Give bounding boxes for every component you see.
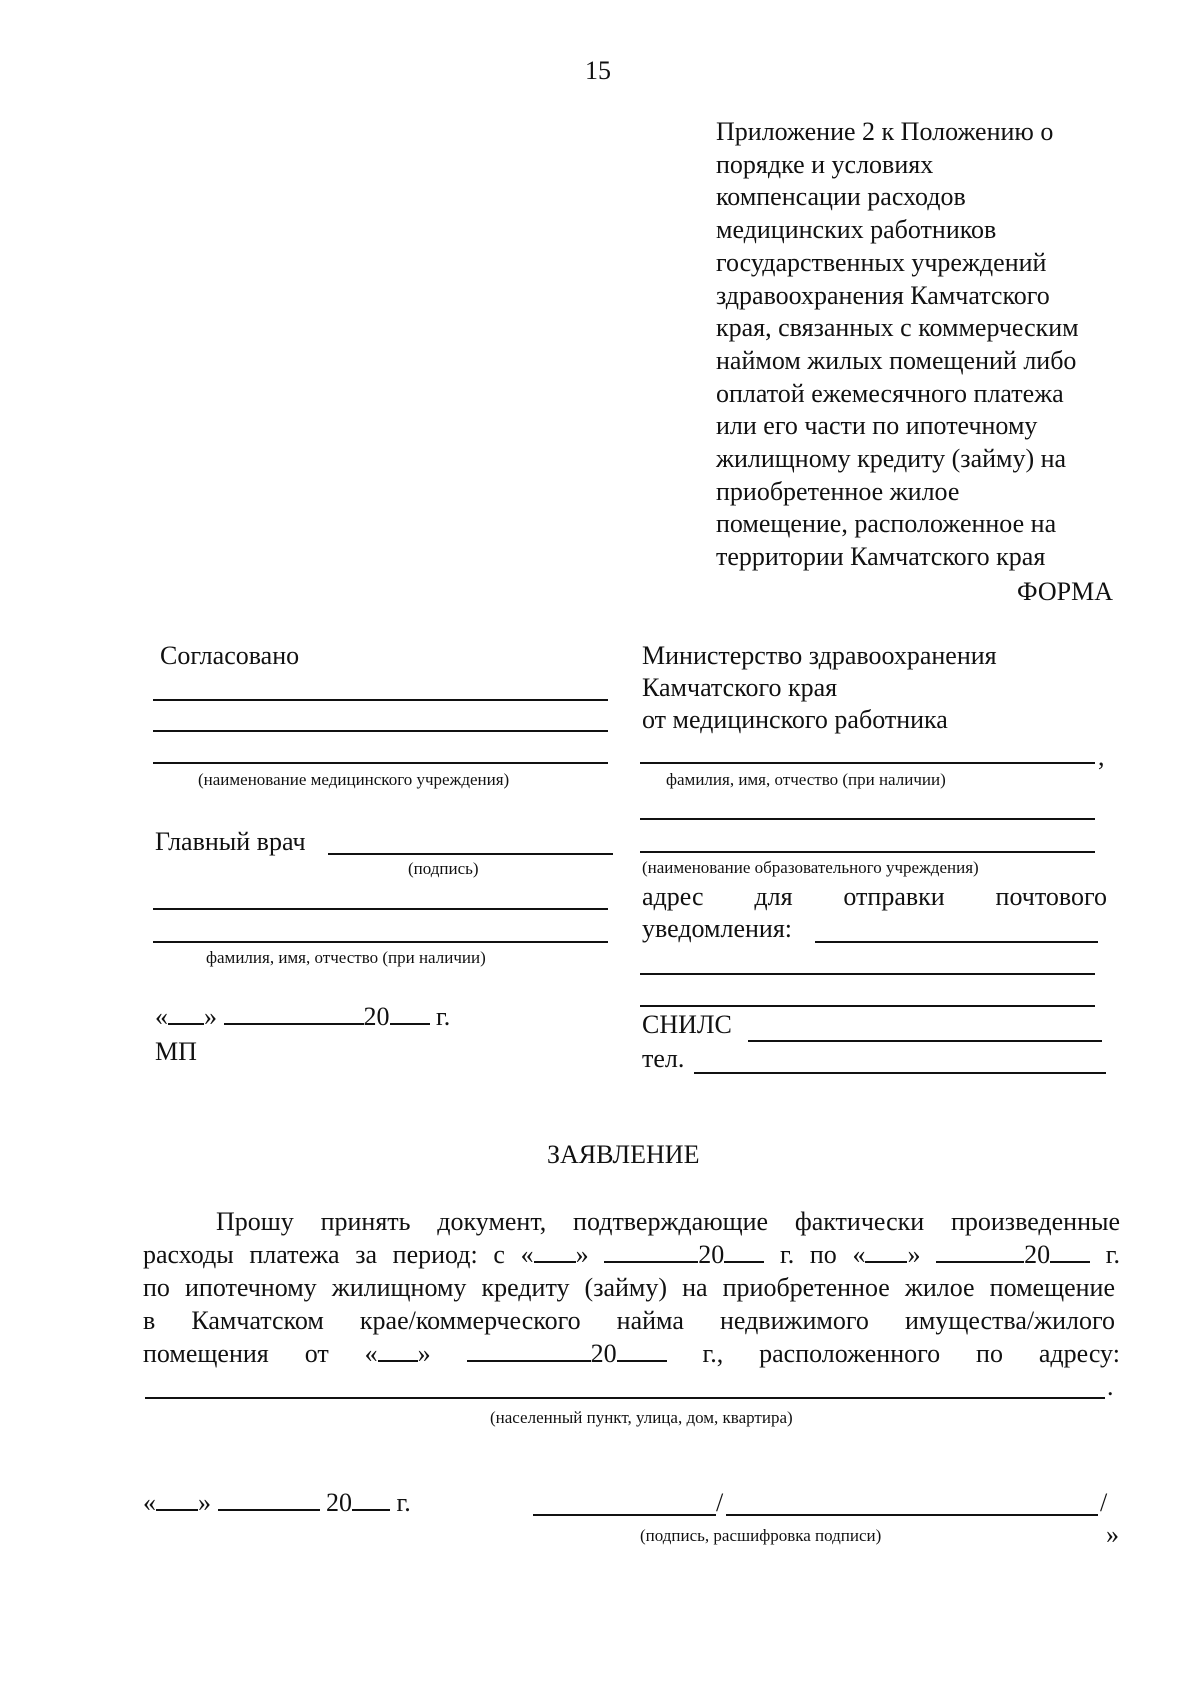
footer-signature-field[interactable] — [533, 1514, 716, 1516]
statement-line-2: расходы платежа за период: с « » 20 г. по « » 20 г. — [143, 1240, 1121, 1269]
footer-signature-caption: (подпись, расшифровка подписи) — [640, 1526, 882, 1545]
statement-line-3: по ипотечному жилищному кредиту (займу) на приобретенное жилое помещение — [143, 1273, 1115, 1302]
ministry-line-2: Камчатского края — [642, 673, 838, 702]
day-field[interactable] — [168, 1003, 204, 1025]
appendix-line: края, связанных с коммерческим — [716, 313, 1079, 343]
footer-year-field[interactable] — [352, 1489, 390, 1511]
phone-label: тел. — [642, 1044, 685, 1073]
institution-field-1[interactable] — [153, 699, 608, 701]
appendix-header — [716, 116, 1136, 574]
date-open-quote: « — [155, 1002, 168, 1031]
appendix-line: государственных учреждений — [716, 247, 1047, 277]
appendix-line: Приложение 2 к Положению о — [716, 117, 1054, 146]
address-word: адрес — [642, 882, 704, 911]
address-line — [642, 882, 1107, 912]
education-caption: (наименование образовательного учреждения) — [642, 858, 979, 877]
month-field[interactable] — [224, 1003, 364, 1025]
appendix-line: оплатой ежемесячного платежа — [716, 378, 1064, 408]
appendix-line: территории Камчатского края — [716, 542, 1046, 572]
notification-field-2[interactable] — [640, 973, 1095, 975]
period-from-month-field[interactable] — [604, 1241, 698, 1263]
ministry-line-1: Министерство здравоохранения — [642, 641, 997, 670]
chief-doctor-name-field-1[interactable] — [153, 908, 608, 910]
footer-month-field[interactable] — [218, 1489, 320, 1511]
appendix-line: компенсации расходов — [716, 182, 966, 212]
phone-field[interactable] — [694, 1072, 1106, 1074]
form-label: ФОРМА — [1017, 577, 1113, 606]
address-period: . — [1107, 1372, 1114, 1401]
statement-line-5: помещения от « » 20 г., расположенного по адресу: — [143, 1339, 1120, 1368]
statement-line-4: в Камчатском крае/коммерческого найма недвижимого имущества/жилого — [143, 1306, 1115, 1335]
notification-field-3[interactable] — [640, 1005, 1095, 1007]
education-field-2[interactable] — [640, 851, 1095, 853]
contract-year-field[interactable] — [617, 1340, 667, 1362]
address-word: почтового — [995, 882, 1107, 911]
chief-doctor-name-field-2[interactable] — [153, 941, 608, 943]
footer-slash-1: / — [716, 1488, 724, 1517]
signature-caption: (подпись) — [408, 859, 479, 878]
page-number: 15 — [585, 56, 611, 85]
institution-caption: (наименование медицинского учреждения) — [198, 770, 510, 789]
period-to-month-field[interactable] — [936, 1241, 1024, 1263]
chief-doctor-label: Главный врач — [155, 827, 306, 856]
footer-closing-quote: » — [1106, 1520, 1119, 1549]
appendix-line: или его части по ипотечному — [716, 411, 1038, 441]
statement-line-1: Прошу принять документ, подтверждающие фактически произведенные — [216, 1207, 1120, 1236]
institution-field-2[interactable] — [153, 730, 608, 732]
worker-name-field[interactable] — [640, 762, 1095, 764]
left-date-line — [155, 1002, 450, 1032]
period-to-day-field[interactable] — [865, 1241, 907, 1263]
education-field-1[interactable] — [640, 818, 1095, 820]
appendix-line: порядке и условиях — [716, 149, 934, 179]
footer-date-line: « » 20 г. — [143, 1488, 411, 1517]
property-address-field[interactable] — [145, 1397, 1105, 1399]
snils-label: СНИЛС — [642, 1010, 732, 1039]
fio-caption-left: фамилия, имя, отчество (при наличии) — [206, 948, 486, 967]
chief-doctor-signature-field[interactable] — [328, 853, 613, 855]
appendix-line: приобретенное жилое — [716, 476, 960, 506]
contract-day-field[interactable] — [378, 1340, 418, 1362]
address-word: отправки — [843, 882, 945, 911]
from-worker-label: от медицинского работника — [642, 705, 948, 734]
footer-name-decoding-field[interactable] — [726, 1514, 1098, 1516]
period-from-day-field[interactable] — [534, 1241, 576, 1263]
period-to-year-field[interactable] — [1050, 1241, 1090, 1263]
year-field[interactable] — [390, 1003, 430, 1025]
address-caption: (населенный пункт, улица, дом, квартира) — [490, 1408, 793, 1427]
period-from-year-field[interactable] — [724, 1241, 764, 1263]
statement-title: ЗАЯВЛЕНИЕ — [547, 1140, 700, 1169]
contract-month-field[interactable] — [467, 1340, 591, 1362]
year-prefix: 20 — [363, 1002, 390, 1031]
fio-caption-right: фамилия, имя, отчество (при наличии) — [666, 770, 946, 789]
stamp-label: МП — [155, 1037, 197, 1066]
institution-field-3[interactable] — [153, 762, 608, 764]
notification-field-1[interactable] — [815, 941, 1098, 943]
appendix-line: помещение, расположенное на — [716, 509, 1057, 539]
date-close-quote: » — [204, 1002, 217, 1031]
footer-slash-2: / — [1100, 1488, 1108, 1517]
appendix-line: медицинских работников — [716, 215, 997, 245]
appendix-line: жилищному кредиту (займу) на — [716, 444, 1067, 474]
notification-label: уведомления: — [642, 914, 793, 943]
year-suffix: г. — [436, 1002, 451, 1031]
comma: , — [1098, 742, 1105, 771]
agreed-label: Согласовано — [160, 641, 300, 670]
address-word: для — [754, 882, 793, 911]
appendix-line: наймом жилых помещений либо — [716, 345, 1077, 375]
appendix-line: здравоохранения Камчатского — [716, 280, 1050, 310]
snils-field[interactable] — [748, 1040, 1102, 1042]
footer-day-field[interactable] — [156, 1489, 198, 1511]
